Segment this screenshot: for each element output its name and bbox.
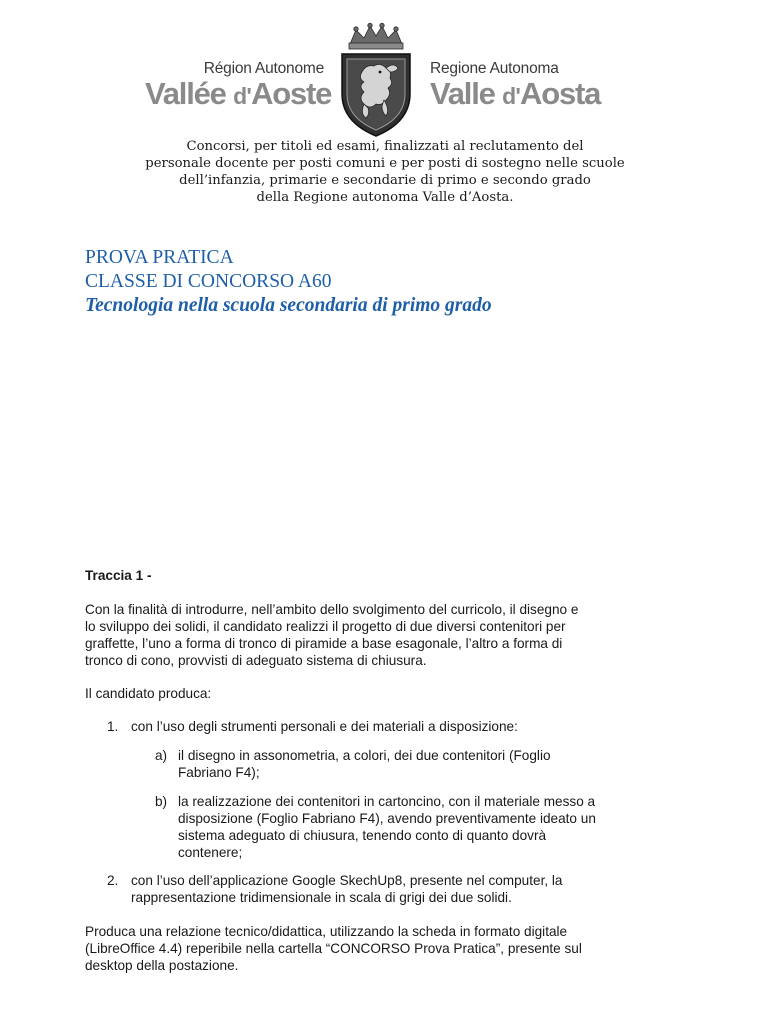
sub-item-line: contenere; xyxy=(178,845,243,860)
subtitle-line: personale docente per posti comuni e per posti di sostegno nelle scuole xyxy=(145,156,625,171)
list-item-line: con l’uso dell’applicazione Google SkechUp8, presente nel computer, la xyxy=(131,873,563,888)
sub-item-line: Fabriano F4); xyxy=(178,765,260,780)
traccia-intro xyxy=(85,601,665,669)
sub-item-line: la realizzazione dei contenitori in cartoncino, con il materiale messo a xyxy=(178,794,596,809)
title-subject: Tecnologia nella scuola secondaria di primo grado xyxy=(85,295,492,316)
subtitle-line: della Regione autonoma Valle d’Aosta. xyxy=(256,190,514,205)
subtitle-line: dell’infanzia, primarie e secondarie di primo e secondo grado xyxy=(179,173,591,188)
region-logo-italian: Valle d'Aosta xyxy=(430,76,601,111)
list-item-text xyxy=(131,872,651,906)
title-classe-concorso: CLASSE DI CONCORSO A60 xyxy=(85,271,332,292)
list-item-number: 1. xyxy=(107,719,119,734)
closing-instructions xyxy=(85,923,665,974)
document-header xyxy=(140,22,610,140)
region-label-french: Région Autonome xyxy=(203,60,324,77)
traccia-heading: Traccia 1 - xyxy=(85,568,152,583)
closing-line: desktop della postazione. xyxy=(85,958,239,973)
region-name-italian xyxy=(430,60,605,112)
intro-line: graffette, l’uno a forma di tronco di piramide a base esagonale, l’altro a forma di xyxy=(85,636,563,651)
sub-item-text xyxy=(178,793,658,861)
subtitle-line: Concorsi, per titoli ed esami, finalizzati al reclutamento del xyxy=(186,139,584,154)
sub-item-line: il disegno in assonometria, a colori, dei due contenitori (Foglio xyxy=(178,748,551,763)
list-item-text: con l’uso degli strumenti personali e dei materiali a disposizione: xyxy=(131,719,518,734)
sub-item-line: sistema adeguato di chiusura, tenendo conto di quanto dovrà xyxy=(178,828,547,843)
sub-item-letter: a) xyxy=(155,748,168,763)
region-logo-french: Vallée d'Aoste xyxy=(145,76,332,111)
exam-title xyxy=(85,246,705,318)
sub-item-line: disposizione (Foglio Fabriano F4), avendo preventivamente ideato un xyxy=(178,811,596,826)
intro-line: Con la finalità di introdurre, nell’ambito dello svolgimento del curricolo, il disegno e xyxy=(85,602,579,617)
sub-item-letter: b) xyxy=(155,794,168,809)
region-name-french xyxy=(145,60,330,112)
title-prova-pratica: PROVA PRATICA xyxy=(85,247,234,268)
list-item-number: 2. xyxy=(107,873,119,888)
competition-description xyxy=(90,138,680,206)
intro-line: tronco di cono, provvisti di adeguato sistema di chiusura. xyxy=(85,653,427,668)
intro-line: lo sviluppo dei solidi, il candidato realizzi il progetto di due diversi contenitori per xyxy=(85,619,566,634)
closing-line: Produca una relazione tecnico/didattica, utilizzando la scheda in formato digitale xyxy=(85,924,568,939)
candidate-produce-label: Il candidato produca: xyxy=(85,686,212,701)
list-item-line: rappresentazione tridimensionale in scala di grigi dei due solidi. xyxy=(131,890,512,905)
sub-item-text xyxy=(178,747,658,781)
region-label-italian: Regione Autonoma xyxy=(430,60,559,77)
coat-of-arms-icon xyxy=(336,22,416,140)
closing-line: (LibreOffice 4.4) reperibile nella cartella “CONCORSO Prova Pratica”, presente sul xyxy=(85,941,582,956)
